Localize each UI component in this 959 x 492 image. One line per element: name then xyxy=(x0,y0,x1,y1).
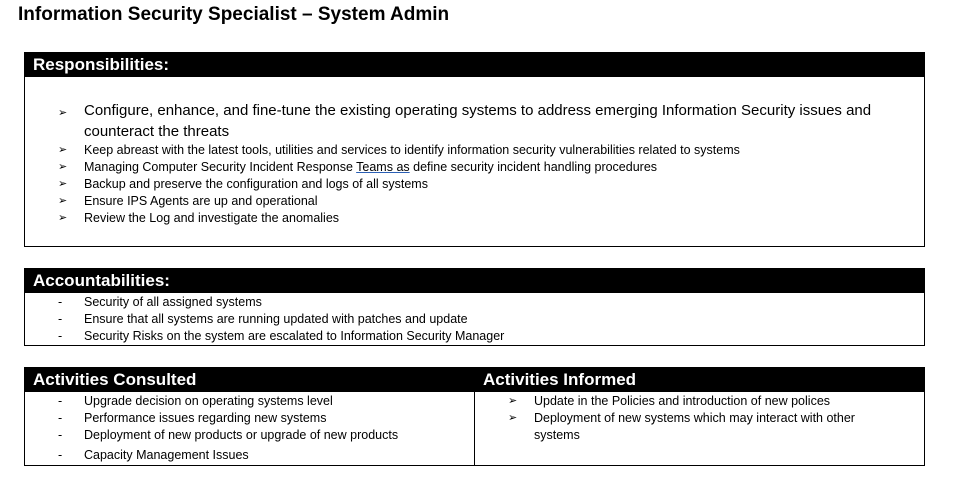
activities-section xyxy=(24,367,925,466)
arrow-bullet-icon: ➢ xyxy=(58,144,68,156)
list-item-text: Deployment of new products or upgrade of new products xyxy=(84,428,399,442)
list-item-text: Deployment of new systems which may interact with other systems xyxy=(534,411,855,442)
list-item-text: Capacity Management Issues xyxy=(84,448,249,462)
list-item-text: Upgrade decision on operating systems level xyxy=(84,394,333,408)
list-item-text: Configure, enhance, and fine-tune the existing operating systems to address emerging Information Security issues and counteract the threats xyxy=(84,102,872,140)
list-item xyxy=(508,393,883,410)
activities-informed-column xyxy=(475,368,924,465)
list-item xyxy=(58,193,898,210)
activities-consulted-column xyxy=(25,368,475,465)
arrow-bullet-icon: ➢ xyxy=(58,178,68,190)
list-item xyxy=(58,447,468,464)
list-item xyxy=(58,328,918,345)
list-item-text: define security incident handling procedures xyxy=(409,160,658,174)
arrow-bullet-icon: ➢ xyxy=(58,195,68,207)
list-item-text: Keep abreast with the latest tools, utilities and services to identify information security vulnerabilities related to systems xyxy=(84,143,740,157)
responsibilities-section xyxy=(24,52,925,247)
list-item-text: Ensure IPS Agents are up and operational xyxy=(84,194,318,208)
activities-informed-header: Activities Informed xyxy=(475,368,924,392)
list-item-text: Backup and preserve the configuration and logs of all systems xyxy=(84,177,428,191)
responsibilities-list xyxy=(58,100,898,227)
accountabilities-section xyxy=(24,268,925,346)
dash-bullet-icon: - xyxy=(58,394,63,408)
informed-list xyxy=(508,393,883,444)
list-item-text: Managing Computer Security Incident Response xyxy=(84,160,357,174)
dash-bullet-icon: - xyxy=(58,411,63,425)
list-item xyxy=(58,176,898,193)
list-item xyxy=(58,427,468,444)
consulted-list xyxy=(58,393,468,464)
dash-bullet-icon: - xyxy=(58,428,63,442)
dash-bullet-icon: - xyxy=(58,312,63,326)
page-title: Information Security Specialist – System Admin xyxy=(18,4,450,25)
list-item xyxy=(58,393,468,410)
list-item xyxy=(58,159,898,176)
accountabilities-list xyxy=(58,294,918,345)
list-item xyxy=(508,410,883,444)
arrow-bullet-icon: ➢ xyxy=(508,395,518,407)
arrow-bullet-icon: ➢ xyxy=(58,161,68,173)
list-item xyxy=(58,311,918,328)
list-item-text: Security Risks on the system are escalated to Information Security Manager xyxy=(84,329,505,343)
accountabilities-header: Accountabilities: xyxy=(25,269,924,293)
activities-consulted-header: Activities Consulted xyxy=(25,368,474,392)
teams-as-link[interactable]: Teams as xyxy=(356,160,410,174)
list-item xyxy=(58,100,898,142)
arrow-bullet-icon: ➢ xyxy=(58,212,68,224)
dash-bullet-icon: - xyxy=(58,448,63,462)
list-item xyxy=(58,410,468,427)
list-item-text: Ensure that all systems are running updated with patches and update xyxy=(84,312,468,326)
list-item xyxy=(58,294,918,311)
dash-bullet-icon: - xyxy=(58,329,63,343)
arrow-bullet-icon: ➢ xyxy=(58,107,68,119)
list-item-text: Update in the Policies and introduction of new polices xyxy=(534,394,831,408)
list-item-text: Performance issues regarding new systems xyxy=(84,411,327,425)
responsibilities-header: Responsibilities: xyxy=(25,53,924,77)
list-item xyxy=(58,210,898,227)
list-item xyxy=(58,142,898,159)
dash-bullet-icon: - xyxy=(58,295,63,309)
list-item-text: Review the Log and investigate the anomalies xyxy=(84,211,340,225)
arrow-bullet-icon: ➢ xyxy=(508,412,518,424)
list-item-text: Security of all assigned systems xyxy=(84,295,262,309)
